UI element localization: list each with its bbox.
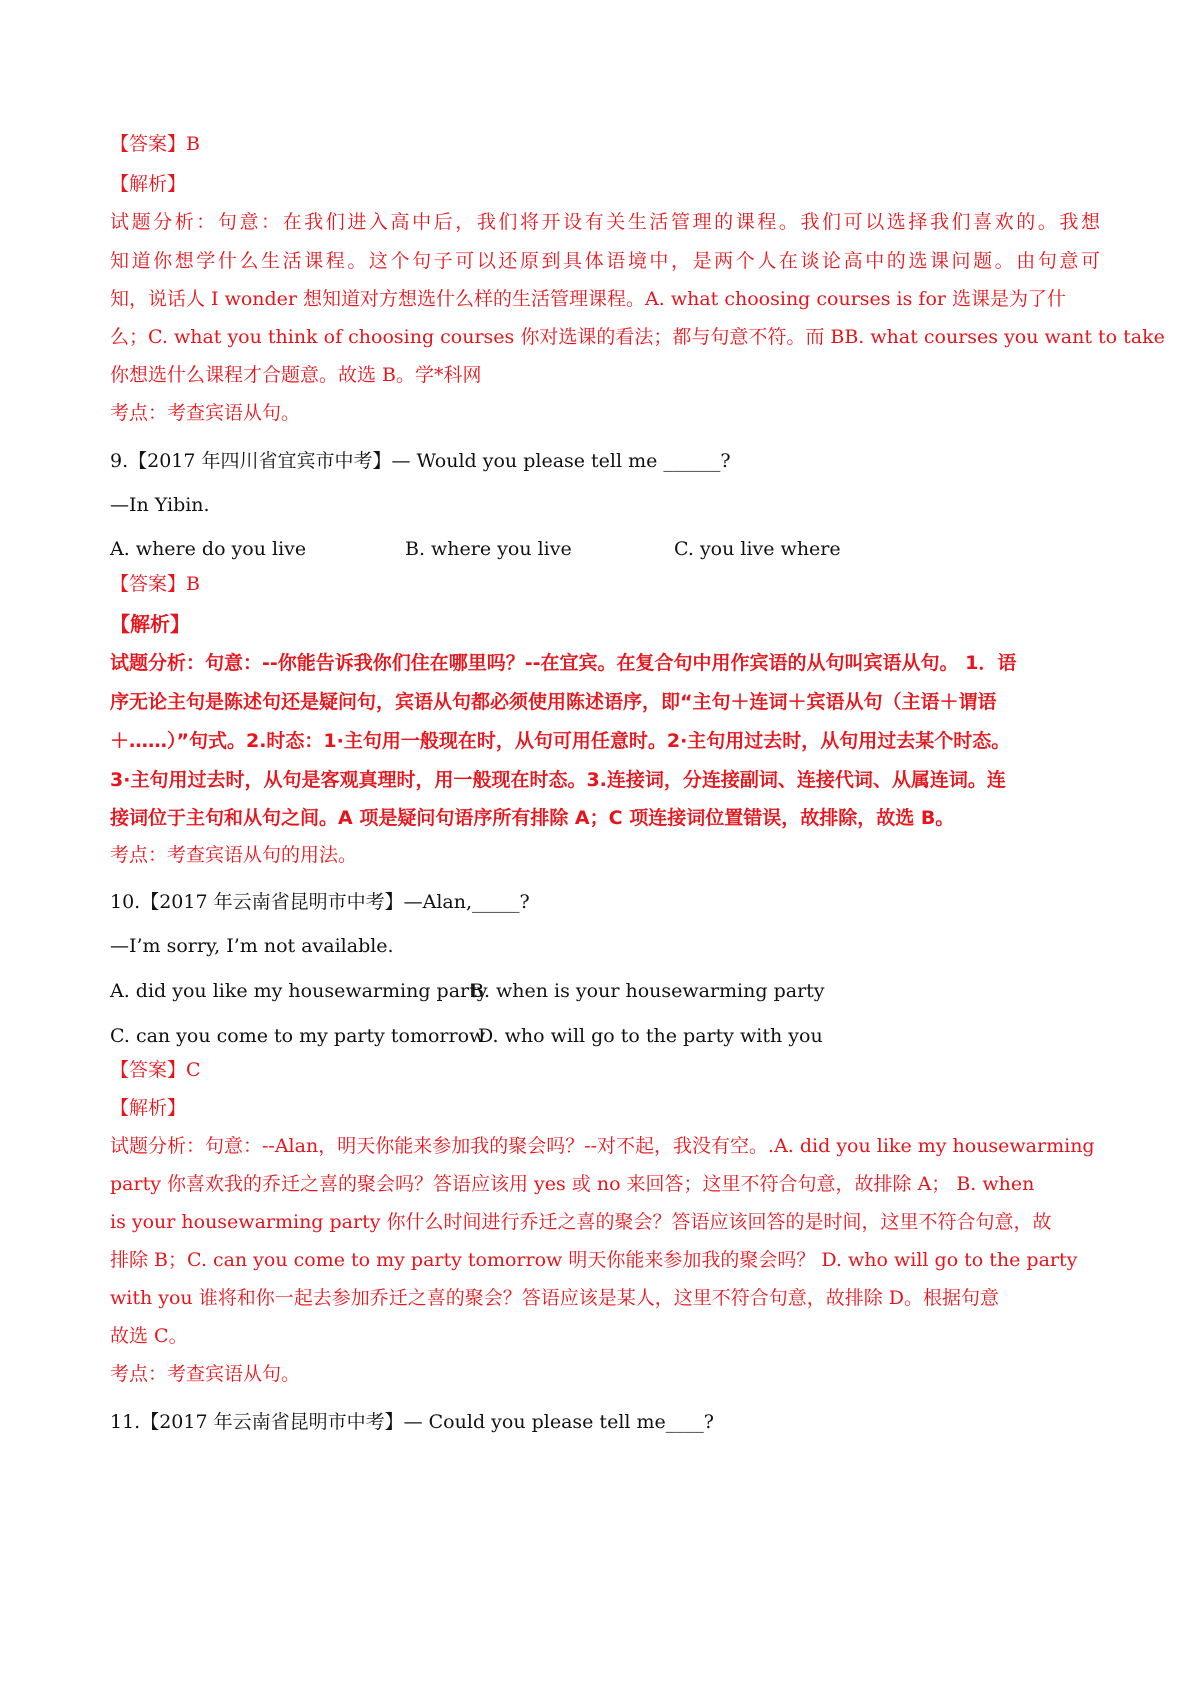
option-a: A. where do you live (110, 538, 307, 560)
analysis-line: 序无论主句是陈述句还是疑问句，宾语从句都必须使用陈述语序，即“主句＋连词＋宾语从句（主语＋谓语 (110, 691, 997, 713)
option-c: C. you live where (674, 538, 841, 560)
analysis-line: 知道你想学什么生活课程。这个句子可以还原到具体语境中，是两个人在谈论高中的选课问题。由句意可 (110, 250, 1100, 272)
analysis-label: 【解析】 (110, 612, 190, 636)
option-d: D. who will go to the party with you (478, 1025, 823, 1047)
answer-label: 【答案】B (110, 573, 200, 595)
exam-point: 考点：考查宾语从句的用法。 (110, 844, 358, 866)
analysis-line: 知，说话人 I wonder 想知道对方想选什么样的生活管理课程。A. what choosing courses is for 选课是为了什 (110, 288, 1067, 310)
analysis-line: 试题分析：句意：--Alan，明天你能来参加我的聚会吗？--对不起，我没有空。.A. did you like my housewarming (110, 1135, 1095, 1157)
analysis-line: 接词位于主句和从句之间。A 项是疑问句语序所有排除 A；C 项连接词位置错误，故排除，故选 B。 (110, 807, 955, 829)
analysis-line: 你想选什么课程才合题意。故选 B。学*科网 (110, 364, 482, 386)
analysis-line: 排除 B；C. can you come to my party tomorrow 明天你能来参加我的聚会吗？ D. who will go to the party (110, 1249, 1078, 1271)
question-reply: —In Yibin. (110, 494, 210, 516)
analysis-line: with you 谁将和你一起去参加乔迁之喜的聚会？答语应该是某人，这里不符合句意，故排除 D。根据句意 (110, 1287, 999, 1309)
question-stem: 10.【2017 年云南省昆明市中考】—Alan,_____? (110, 891, 530, 913)
analysis-line: 试题分析：句意：--你能告诉我你们住在哪里吗？--在宜宾。在复合句中用作宾语的从句叫宾语从句。 1．语 (110, 652, 1017, 674)
analysis-label: 【解析】 (110, 1097, 187, 1119)
option-b: B. where you live (405, 538, 572, 560)
option-a: A. did you like my housewarming party (110, 980, 488, 1002)
exam-point: 考点：考查宾语从句。 (110, 402, 301, 424)
analysis-line: ＋……）”句式。2.时态：1·主句用一般现在时，从句可用任意时。2·主句用过去时，从句用过去某个时态。 (110, 730, 1011, 752)
analysis-line: is your housewarming party 你什么时间进行乔迁之喜的聚会？答语应该回答的是时间，这里不符合句意，故 (110, 1211, 1052, 1233)
analysis-line: 么；C. what you think of choosing courses 你对选课的看法；都与句意不符。而 BB. what courses you want to take (110, 326, 1165, 348)
analysis-line: 3·主句用过去时，从句是客观真理时，用一般现在时态。3.连接词，分连接副词、连接代词、从属连词。连 (110, 769, 1006, 791)
question-reply: —I’m sorry, I’m not available. (110, 935, 394, 957)
option-c: C. can you come to my party tomorrow (110, 1025, 486, 1047)
exam-point: 考点：考查宾语从句。 (110, 1363, 301, 1385)
answer-label: 【答案】C (110, 1059, 201, 1081)
analysis-line: party 你喜欢我的乔迁之喜的聚会吗？答语应该用 yes 或 no 来回答；这里不符合句意，故排除 A； B. when (110, 1173, 1035, 1195)
analysis-line: 试题分析：句意：在我们进入高中后，我们将开设有关生活管理的课程。我们可以选择我们喜欢的。我想 (110, 211, 1100, 233)
answer-label: 【答案】B (110, 133, 200, 155)
analysis-line: 故选 C。 (110, 1325, 188, 1347)
option-b: B. when is your housewarming party (470, 980, 825, 1002)
question-stem: 9.【2017 年四川省宜宾市中考】— Would you please tell me ______? (110, 450, 731, 472)
analysis-label: 【解析】 (110, 173, 187, 195)
question-stem: 11.【2017 年云南省昆明市中考】— Could you please tell me____? (110, 1411, 714, 1433)
